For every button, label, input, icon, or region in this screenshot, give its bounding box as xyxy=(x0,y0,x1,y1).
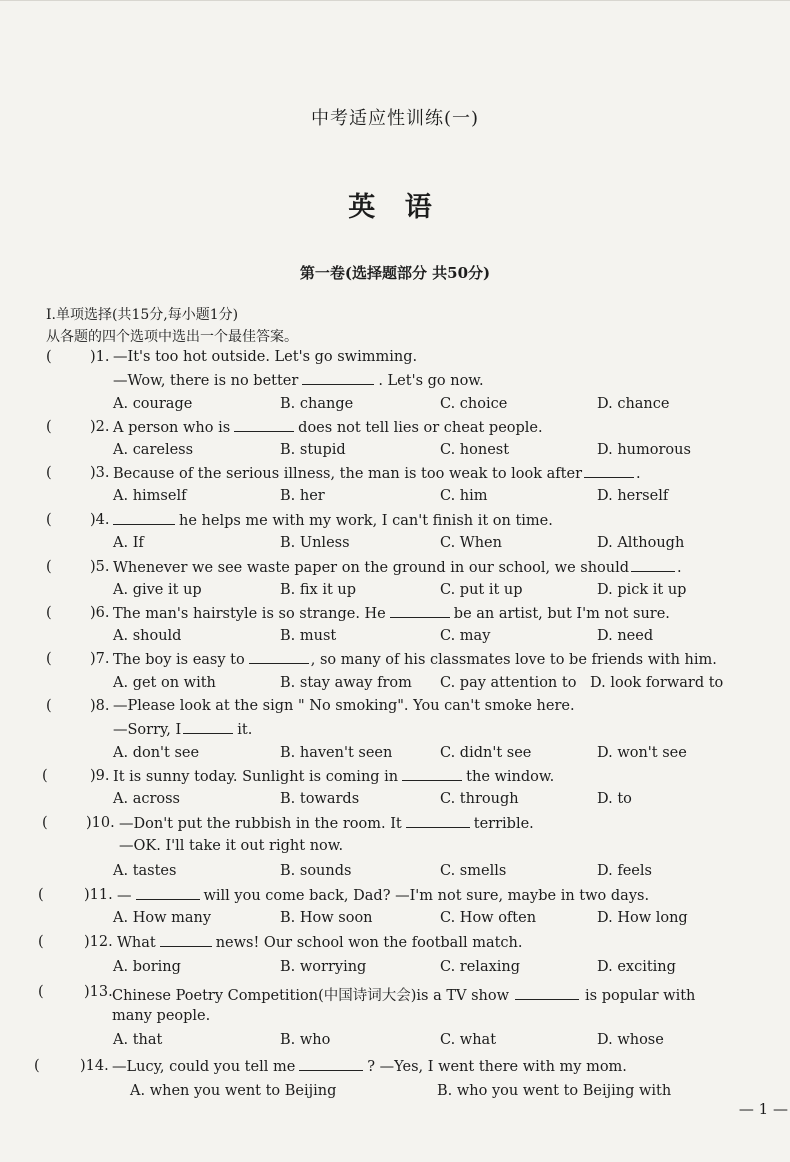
answer-blank xyxy=(584,465,634,478)
answer-blank xyxy=(402,768,462,781)
answer-paren[interactable]: ( xyxy=(38,887,44,903)
question-number: )4. xyxy=(90,512,110,528)
text-post: he helps me with my work, I can't finish it on time. xyxy=(179,513,553,529)
answer-paren[interactable]: ( xyxy=(46,698,52,714)
page-number: — 1 — xyxy=(738,1100,788,1118)
answer-paren[interactable]: ( xyxy=(46,651,52,667)
text-pre: —Lucy, could you tell me xyxy=(112,1059,296,1075)
option-c[interactable]: C. relaxing xyxy=(440,959,521,975)
text-post: , so many of his classmates love to be friends with him. xyxy=(310,652,717,668)
question-text xyxy=(113,559,682,576)
answer-blank xyxy=(390,605,450,618)
option-d[interactable]: D. look forward to xyxy=(590,675,724,691)
answer-paren[interactable]: ( xyxy=(34,1058,40,1074)
question-text xyxy=(119,815,534,832)
answer-blank xyxy=(299,1058,363,1071)
top-edge xyxy=(0,0,790,1)
option-a[interactable]: A. don't see xyxy=(113,745,200,761)
question-text xyxy=(113,768,554,785)
option-d[interactable]: D. won't see xyxy=(597,745,687,761)
option-c[interactable]: C. smells xyxy=(440,863,507,879)
text-post: . Let's go now. xyxy=(378,373,484,389)
text-post: . xyxy=(636,466,641,482)
option-d[interactable]: D. exciting xyxy=(597,959,676,975)
option-a[interactable]: A. careless xyxy=(113,442,194,458)
option-a[interactable]: A. courage xyxy=(113,396,193,412)
question-text-line2 xyxy=(113,372,484,389)
question-text xyxy=(112,984,695,1005)
option-d[interactable]: D. chance xyxy=(597,396,670,412)
answer-paren[interactable]: ( xyxy=(46,349,52,365)
text-pre: The man's hairstyle is so strange. He xyxy=(113,606,386,622)
answer-paren[interactable]: ( xyxy=(46,512,52,528)
text-post: . xyxy=(677,560,682,576)
answer-paren[interactable]: ( xyxy=(38,934,44,950)
question-text-line2 xyxy=(113,721,252,738)
option-a[interactable]: A. when you went to Beijing xyxy=(130,1083,337,1099)
option-c[interactable]: C. pay attention to xyxy=(440,675,577,691)
question-number: )5. xyxy=(90,559,110,575)
option-a[interactable]: A. across xyxy=(113,791,180,807)
text-pre: A person who is xyxy=(113,420,231,436)
text-pre: —Don't put the rubbish in the room. It xyxy=(119,816,402,832)
option-d[interactable]: D. Although xyxy=(597,535,685,551)
question-number: )13. xyxy=(84,984,113,1000)
question-text xyxy=(117,934,523,951)
answer-paren[interactable]: ( xyxy=(46,605,52,621)
option-b[interactable]: B. towards xyxy=(280,791,360,807)
option-c[interactable]: C. put it up xyxy=(440,582,523,598)
subject-title: 英 语 xyxy=(348,192,442,223)
option-b[interactable]: B. fix it up xyxy=(280,582,357,598)
option-c[interactable]: C. How often xyxy=(440,910,537,926)
text-post: does not tell lies or cheat people. xyxy=(298,420,543,436)
option-a[interactable]: A. give it up xyxy=(113,582,202,598)
question-text xyxy=(113,605,670,622)
option-b[interactable]: B. sounds xyxy=(280,863,352,879)
answer-paren[interactable]: ( xyxy=(46,419,52,435)
option-d[interactable]: D. How long xyxy=(597,910,688,926)
option-c[interactable]: C. through xyxy=(440,791,519,807)
option-c[interactable]: C. what xyxy=(440,1032,497,1048)
question-number: )7. xyxy=(90,651,110,667)
option-c[interactable]: C. may xyxy=(440,628,491,644)
option-b[interactable]: B. stupid xyxy=(280,442,346,458)
question-number: )14. xyxy=(80,1058,109,1074)
question-text xyxy=(113,419,543,436)
answer-blank xyxy=(183,721,233,734)
option-b[interactable]: B. her xyxy=(280,488,325,504)
option-a[interactable]: A. boring xyxy=(113,959,181,975)
option-c[interactable]: C. choice xyxy=(440,396,508,412)
question-text xyxy=(113,651,717,668)
question-number: )12. xyxy=(84,934,113,950)
text-pre: —Wow, there is no better xyxy=(113,373,299,389)
option-a[interactable]: A. himself xyxy=(113,488,187,504)
question-number: )3. xyxy=(90,465,110,481)
question-number: )1. xyxy=(90,349,110,365)
section-heading: Ⅰ.单项选择(共15分,每小题1分) xyxy=(46,307,239,323)
answer-blank xyxy=(249,651,309,664)
question-number: )11. xyxy=(84,887,113,903)
option-a[interactable]: A. If xyxy=(113,535,144,551)
option-a[interactable]: A. that xyxy=(113,1032,163,1048)
option-a[interactable]: A. get on with xyxy=(113,675,216,691)
option-b[interactable]: B. haven't seen xyxy=(280,745,393,761)
answer-blank xyxy=(406,815,470,828)
option-d[interactable]: D. to xyxy=(597,791,632,807)
text-pre: Chinese Poetry Competition(中国诗词大会)is a TV show xyxy=(112,988,510,1004)
question-number: )6. xyxy=(90,605,110,621)
text-pre: —Sorry, I xyxy=(113,722,182,738)
option-a[interactable]: A. How many xyxy=(113,910,212,926)
option-c[interactable]: C. honest xyxy=(440,442,510,458)
question-text xyxy=(112,1058,627,1075)
option-a[interactable]: A. should xyxy=(113,628,182,644)
text-pre: What xyxy=(117,935,156,951)
part-title: 第一卷(选择题部分 共50分) xyxy=(299,264,491,282)
text-post: be an artist, but I'm not sure. xyxy=(453,606,670,622)
option-b[interactable]: B. who you went to Beijing with xyxy=(437,1083,672,1099)
answer-paren[interactable]: ( xyxy=(42,815,48,831)
option-c[interactable]: C. When xyxy=(440,535,502,551)
text-post: it. xyxy=(237,722,253,738)
answer-paren[interactable]: ( xyxy=(46,559,52,575)
question-number: )9. xyxy=(90,768,110,784)
section-instruction: 从各题的四个选项中选出一个最佳答案。 xyxy=(46,329,298,345)
exam-title: 中考适应性训练(一) xyxy=(310,108,480,129)
text-post: news! Our school won the football match. xyxy=(215,935,523,951)
option-d[interactable]: D. herself xyxy=(597,488,669,504)
text-post: the window. xyxy=(466,769,555,785)
answer-blank xyxy=(113,512,175,525)
option-d[interactable]: D. pick it up xyxy=(597,582,687,598)
option-d[interactable]: D. feels xyxy=(597,863,652,879)
question-number: )10. xyxy=(86,815,115,831)
option-b[interactable]: B. who xyxy=(280,1032,331,1048)
option-b[interactable]: B. How soon xyxy=(280,910,373,926)
question-text: —It's too hot outside. Let's go swimming. xyxy=(113,349,418,365)
answer-blank xyxy=(136,887,200,900)
option-a[interactable]: A. tastes xyxy=(113,863,177,879)
question-text xyxy=(113,512,553,529)
text-post: will you come back, Dad? —I'm not sure, maybe in two days. xyxy=(203,888,650,904)
text-pre: The boy is easy to xyxy=(113,652,245,668)
option-d[interactable]: D. humorous xyxy=(597,442,691,458)
option-b[interactable]: B. stay away from xyxy=(280,675,412,691)
question-number: )8. xyxy=(90,698,110,714)
question-text xyxy=(117,887,649,904)
answer-blank xyxy=(160,934,212,947)
option-c[interactable]: C. him xyxy=(440,488,488,504)
text-pre: It is sunny today. Sunlight is coming in xyxy=(113,769,399,785)
option-c[interactable]: C. didn't see xyxy=(440,745,532,761)
option-b[interactable]: B. change xyxy=(280,396,354,412)
question-text xyxy=(113,465,641,482)
text-post: terrible. xyxy=(473,816,534,832)
answer-paren[interactable]: ( xyxy=(42,768,48,784)
question-text: —Please look at the sign " No smoking". You can't smoke here. xyxy=(113,698,575,714)
option-b[interactable]: B. worrying xyxy=(280,959,367,975)
answer-paren[interactable]: ( xyxy=(46,465,52,481)
answer-blank xyxy=(234,419,294,432)
question-text-line2: many people. xyxy=(112,1008,211,1024)
text-pre: Because of the serious illness, the man is too weak to look after xyxy=(113,466,582,482)
option-b[interactable]: B. must xyxy=(280,628,337,644)
question-text-line2: —OK. I'll take it out right now. xyxy=(119,838,344,854)
text-post: is popular with xyxy=(585,988,696,1004)
text-pre: Whenever we see waste paper on the ground in our school, we should xyxy=(113,560,630,576)
question-number: )2. xyxy=(90,419,110,435)
option-b[interactable]: B. Unless xyxy=(280,535,350,551)
answer-blank xyxy=(515,987,579,1000)
text-post: ? —Yes, I went there with my mom. xyxy=(367,1059,627,1075)
answer-paren[interactable]: ( xyxy=(38,984,44,1000)
answer-blank xyxy=(302,372,374,385)
option-d[interactable]: D. need xyxy=(597,628,654,644)
option-d[interactable]: D. whose xyxy=(597,1032,664,1048)
answer-blank xyxy=(631,559,675,572)
text-pre: — xyxy=(117,888,132,904)
